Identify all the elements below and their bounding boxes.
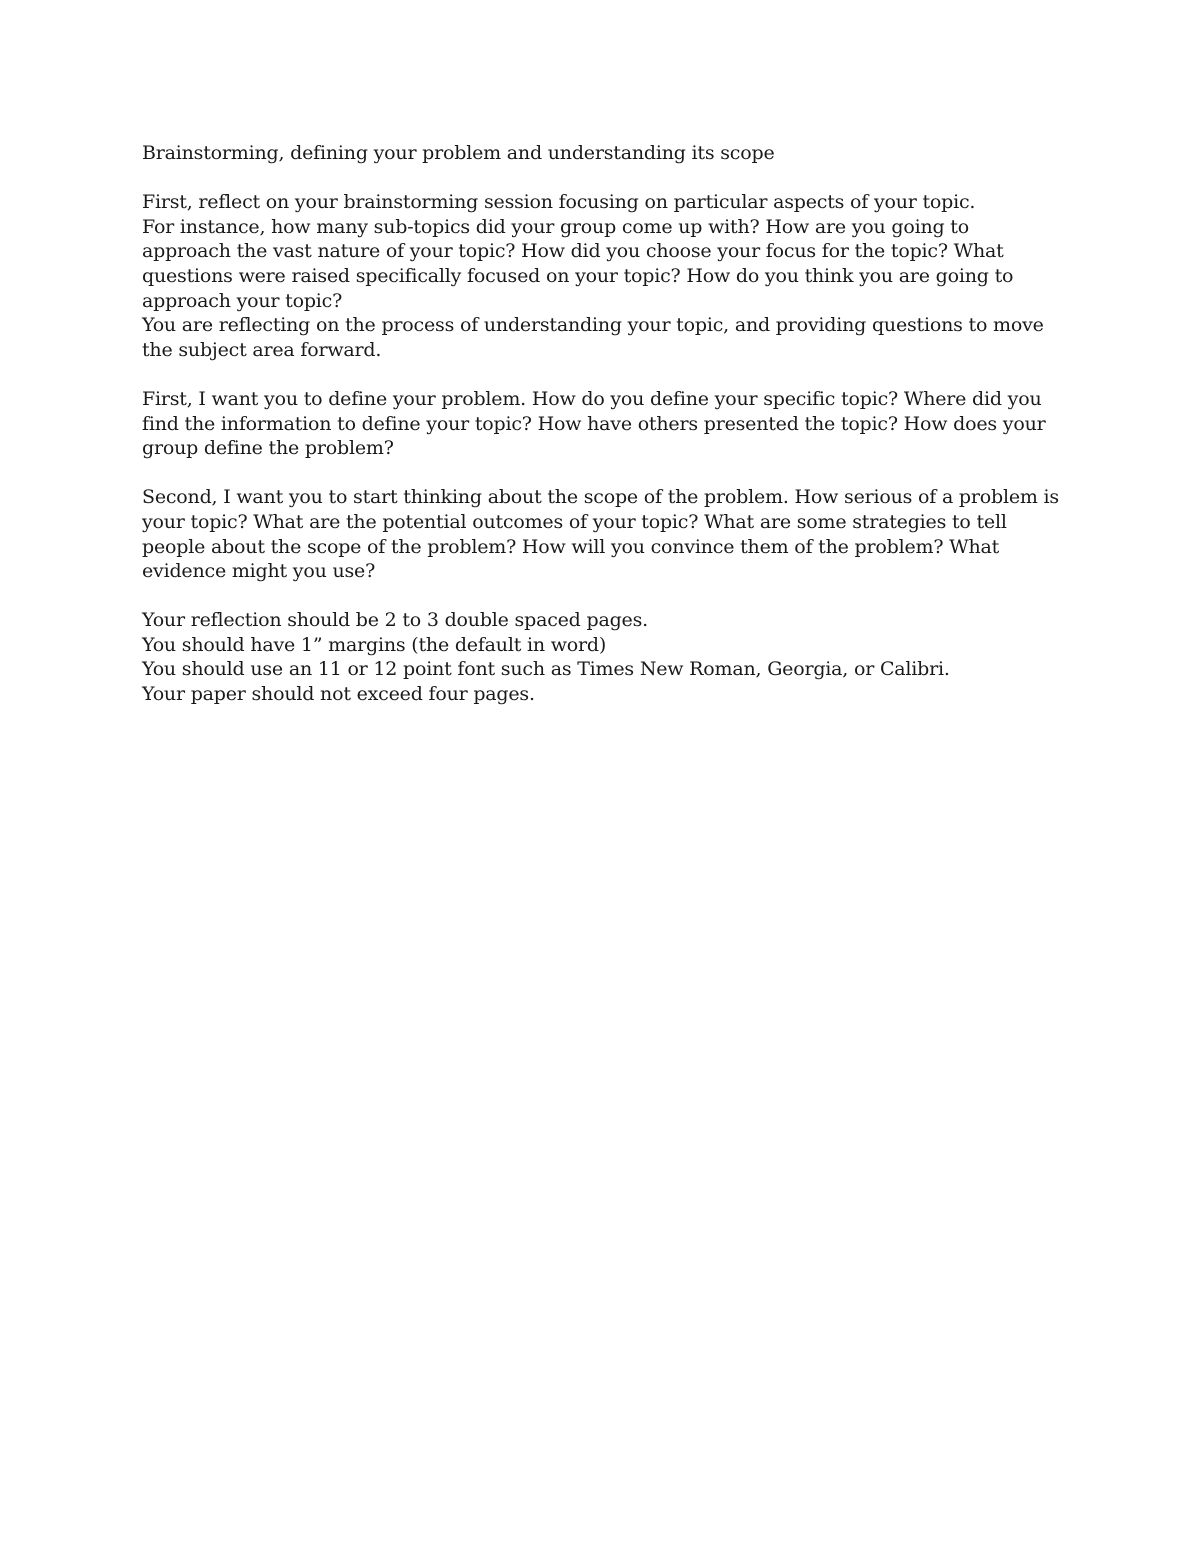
document-body: [142, 141, 1072, 707]
paragraph-line: For instance, how many sub-topics did your group come up with? How are you going to: [142, 215, 969, 238]
spacer: [142, 584, 1072, 609]
paragraph-line: Second, I want you to start thinking about the scope of the problem. How serious of a problem is: [142, 486, 1059, 509]
spacer: [142, 362, 1072, 387]
requirement-line: Your reflection should be 2 to 3 double spaced pages.: [142, 609, 648, 632]
paragraph-line: approach the vast nature of your topic? How did you choose your focus for the topic? What: [142, 240, 1004, 263]
paragraph-line: approach your topic?: [142, 289, 343, 312]
paragraph-line: group define the problem?: [142, 437, 394, 460]
paragraph-line: your topic? What are the potential outcomes of your topic? What are some strategies to tell: [142, 510, 1007, 533]
paragraph-line: You are reflecting on the process of understanding your topic, and providing questions to move: [142, 314, 1044, 337]
paragraph-reflection: [142, 190, 1072, 362]
requirements-list: [142, 608, 1072, 706]
paragraph-line: First, I want you to define your problem. How do you define your specific topic? Where did you: [142, 387, 1042, 410]
paragraph-line: people about the scope of the problem? How will you convince them of the problem? What: [142, 535, 1000, 558]
spacer: [142, 166, 1072, 191]
spacer: [142, 461, 1072, 486]
requirement-line: Your paper should not exceed four pages.: [142, 683, 535, 706]
paragraph-line: find the information to define your topic? How have others presented the topic? How does your: [142, 412, 1046, 435]
paragraph-define-problem: [142, 387, 1072, 461]
paragraph-line: evidence might you use?: [142, 560, 376, 583]
paragraph-line: questions were raised specifically focused on your topic? How do you think you are going to: [142, 264, 1014, 287]
requirement-line: You should have 1” margins (the default in word): [142, 633, 607, 656]
document-title: Brainstorming, defining your problem and understanding its scope: [142, 142, 775, 164]
requirement-line: You should use an 11 or 12 point font such as Times New Roman, Georgia, or Calibri.: [142, 658, 950, 681]
paragraph-line: the subject area forward.: [142, 338, 382, 361]
paragraph-scope: [142, 485, 1072, 583]
paragraph-line: First, reflect on your brainstorming session focusing on particular aspects of your topic.: [142, 191, 976, 214]
